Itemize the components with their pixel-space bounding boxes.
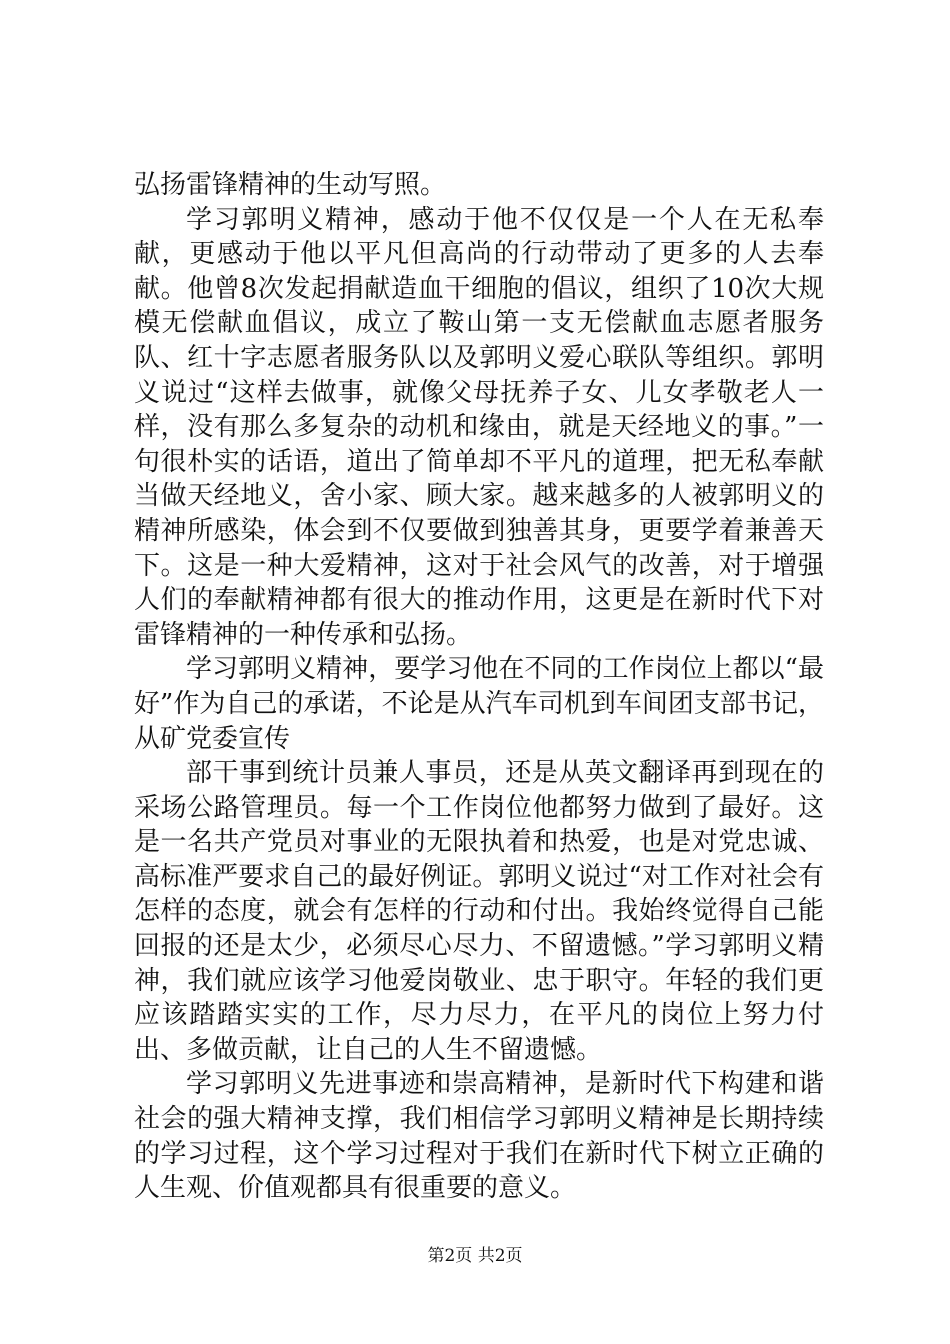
paragraph-5: 学习郭明义先进事迹和崇高精神，是新时代下构建和谐社会的强大精神支撑，我们相信学习郭明义精神是长期持续的学习过程，这个学习过程对于我们在新时代下树立正确的人生观、价值观都具有很重要的意义。 — [134, 1069, 824, 1204]
paragraph-2: 学习郭明义精神，感动于他不仅仅是一个人在无私奉献，更感动于他以平凡但高尚的行动带动了更多的人去奉献。他曾8次发起捐献造血干细胞的倡议，组织了10次大规模无偿献血倡议，成立了鞍山第一支无偿献血志愿者服务队、红十字志愿者服务队以及郭明义爱心联队等组织。郭明义说过“这样去做事，就像父母抚养子女、儿女孝敬老人一样，没有那么多复杂的动机和缘由，就是天经地义的事。”一句很朴实的话语，道出了简单却不平凡的道理，把无私奉献当做天经地义，舍小家、顾大家。越来越多的人被郭明义的精神所感染，体会到不仅要做到独善其身，更要学着兼善天下。这是一种大爱精神，这对于社会风气的改善，对于增强人们的奉献精神都有很大的推动作用，这更是在新时代下对雷锋精神的一种传承和弘扬。 — [134, 204, 824, 650]
paragraph-4: 部干事到统计员兼人事员，还是从英文翻译再到现在的采场公路管理员。每一个工作岗位他都努力做到了最好。这是一名共产党员对事业的无限执着和热爱，也是对党忠诚、高标准严要求自己的最好例证。郭明义说过“对工作对社会有怎样的态度，就会有怎样的行动和付出。我始终觉得自己能回报的还是太少，必须尽心尽力、不留遗憾。”学习郭明义精神，我们就应该学习他爱岗敬业、忠于职守。年轻的我们更应该踏踏实实的工作，尽力尽力，在平凡的岗位上努力付出、多做贡献，让自己的人生不留遗憾。 — [134, 758, 824, 1065]
paragraph-3: 学习郭明义精神，要学习他在不同的工作岗位上都以“最好”作为自己的承诺，不论是从汽车司机到车间团支部书记，从矿党委宣传 — [134, 654, 824, 754]
page-number-footer: 第2页 共2页 — [427, 1246, 523, 1266]
body-text — [134, 168, 824, 1206]
paragraph-1: 弘扬雷锋精神的生动写照。 — [134, 170, 447, 200]
